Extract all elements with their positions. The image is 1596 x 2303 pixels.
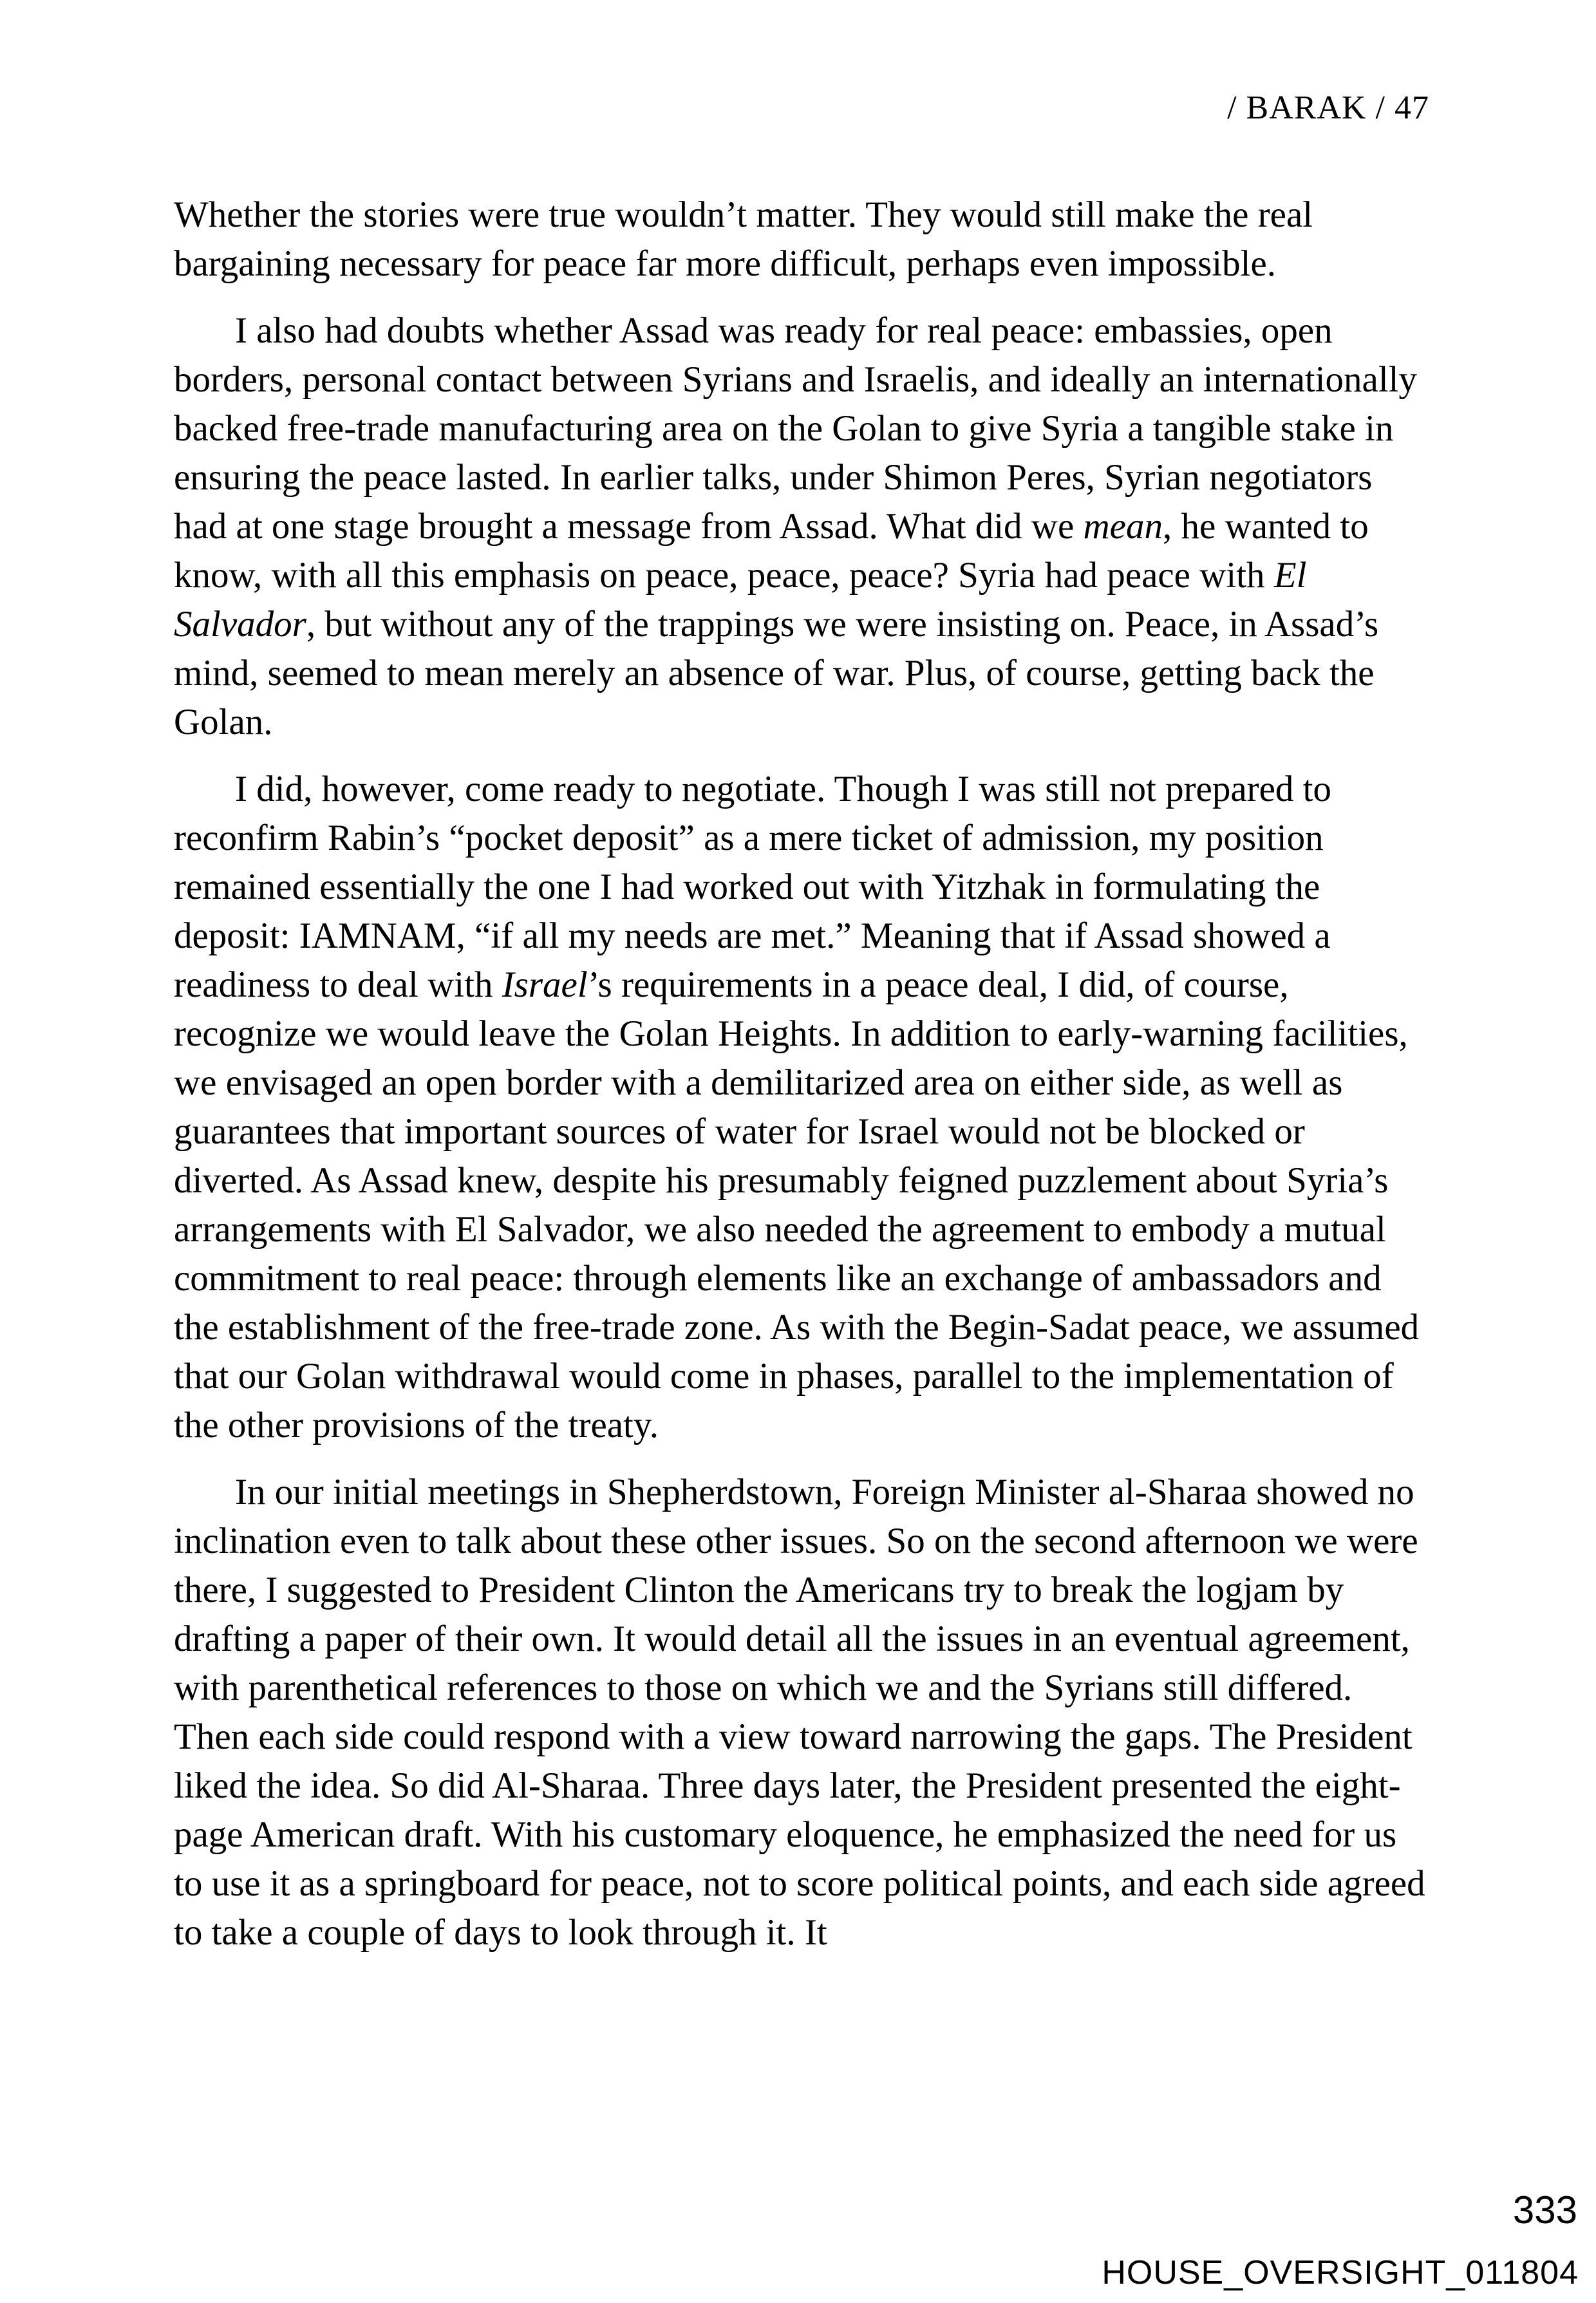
text-run: ’s requirements in a peace deal, I did, of course, recognize we would leave the Golan Heights. In addition to early-warning facilities, we envisaged an open border with a demilitarized area on either side, as well as guarantees that important sources of water for Israel would not be blocked or diverted. As Assad knew, despite his presumably feigned puzzlement about Syria’s arrangements with El Salvador, we also needed the agreement to embody a mutual commitment to real peace: through elements like an exchange of ambassadors and the establishment of the free-trade zone. As with the Begin-Sadat peace, we assumed that our Golan withdrawal would come in phases, parallel to the implementation of the other provisions of the treaty. [174,964,1420,1445]
paragraph [174,1468,1429,1957]
paragraph [174,765,1429,1450]
paragraph [174,191,1429,288]
bates-stamp-watermark: HOUSE_OVERSIGHT_011804 [1102,2254,1579,2291]
text-run: I did, however, come ready to negotiate. Though I was still not prepared to reconfirm Rabin’s “pocket deposit” as a mere ticket of admission, my position remained essentially the one I had worked out with Yitzhak in formulating the deposit: IAMNAM, “if all my needs are met.” Meaning that if Assad showed a readiness to deal with [174,769,1332,1005]
italic-text-run: Israel [502,964,588,1005]
body-text [174,191,1429,1957]
text-run: I also had doubts whether Assad was ready for real peace: embassies, open borders, personal contact between Syrians and Israelis, and ideally an internationally backed free-trade manufacturing area on the Golan to give Syria a tangible stake in ensuring the peace lasted. In earlier talks, under Shimon Peres, Syrian negotiators had at one stage brought a message from Assad. What did we [174,310,1418,547]
text-run: Whether the stories were true wouldn’t matter. They would still make the real bargaining necessary for peace far more difficult, perhaps even impossible. [174,194,1313,284]
italic-text-run: El Salvador [174,555,1307,644]
text-run: In our initial meetings in Shepherdstown, Foreign Minister al-Sharaa showed no inclination even to talk about these other issues. So on the second afternoon we were there, I suggested to President Clinton the Americans try to break the logjam by drafting a paper of their own. It would detail all the issues in an eventual agreement, with parenthetical references to those on which we and the Syrians still differed. Then each side could respond with a view toward narrowing the gaps. The President liked the idea. So did Al-Sharaa. Three days later, the President presented the eight-page American draft. With his customary eloquence, he emphasized the need for us to use it as a springboard for peace, not to score political points, and each side agreed to take a couple of days to look through it. It [174,1472,1425,1953]
italic-text-run: mean [1083,506,1163,547]
text-run: , he wanted to know, with all this emphasis on peace, peace, peace? Syria had peace with [174,506,1369,596]
running-header: / BARAK / 47 [1227,89,1429,126]
paragraph [174,306,1429,747]
page-number: 333 [1512,2188,1577,2232]
text-run: , but without any of the trappings we were insisting on. Peace, in Assad’s mind, seemed to mean merely an absence of war. Plus, of course, getting back the Golan. [174,604,1379,742]
